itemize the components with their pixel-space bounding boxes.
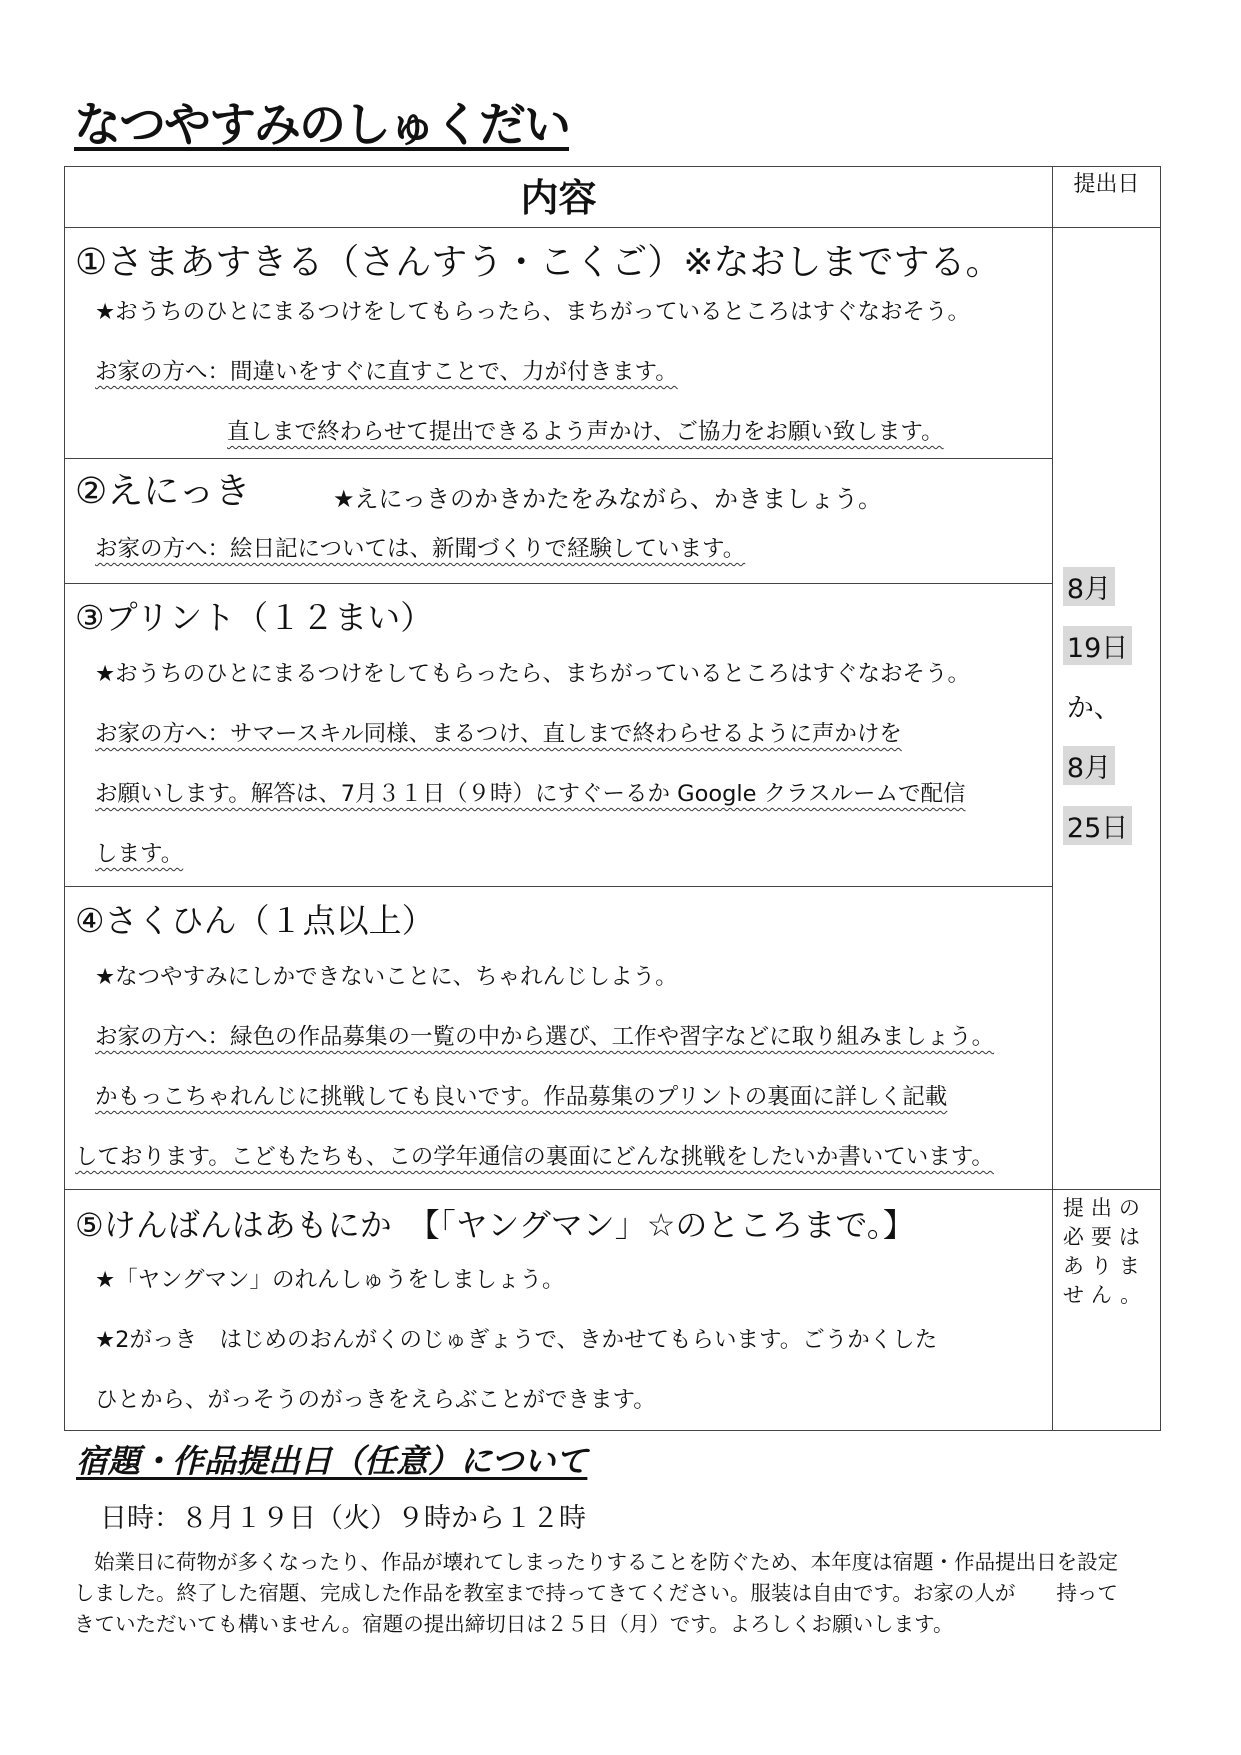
row-sakuhin — [65, 887, 1053, 1190]
row-print — [65, 584, 1053, 887]
deadline-day: 25日 — [1063, 806, 1132, 845]
row-heading: ②えにっき — [75, 471, 251, 512]
notice-line: しました。終了した宿題、完成した作品を教室まで持ってきてください。服装は自由です。お家の人が 持って — [74, 1581, 1118, 1605]
parent-note: お家の方へ：間違いをすぐに直すことで、力が付きます。 — [95, 359, 678, 385]
notice-line: きていただいても構いません。宿題の提出締切日は２５日（月）です。よろしくお願いします。 — [74, 1612, 954, 1636]
row-heading: ①さまあすきる（さんすう・こくご）※なおしまでする。 — [75, 242, 1002, 283]
header-deadline: 提出日 — [1052, 167, 1160, 228]
notice-line: 始業日に荷物が多くなったり、作品が壊れてしまったりすることを防ぐため、本年度は宿題・作品提出日を設定 — [94, 1550, 1119, 1574]
row-star-note: ★おうちのひとにまるつけをしてもらったら、まちがっているところはすぐなおそう。 — [95, 299, 970, 325]
parent-note: します。 — [95, 841, 184, 867]
row-enikki — [65, 459, 1053, 584]
parent-note: 直しまで終わらせて提出できるよう声かけ、ご協力をお願い致します。 — [227, 419, 944, 445]
homework-table — [64, 166, 1161, 1431]
parent-note: お家の方へ：緑色の作品募集の一覧の中から選び、工作や習字などに取り組みましょう。 — [95, 1024, 995, 1050]
row-star-note: ★2がっき はじめのおんがくのじゅぎょうで、きかせてもらいます。ごうかくした — [95, 1327, 938, 1353]
parent-note: しております。こどもたちも、この学年通信の裏面にどんな挑戦をしたいか書いています。 — [75, 1144, 994, 1170]
no-submission-note: 提出の必要はありません。 — [1062, 1196, 1149, 1307]
parent-note: お家の方へ：サマースキル同様、まるつけ、直しまで終わらせるように声かけを — [95, 721, 902, 747]
deadline-cell — [1052, 228, 1160, 1190]
row-star-note: ひとから、がっそうのがっきをえらぶことができます。 — [95, 1387, 656, 1413]
table-row — [65, 584, 1161, 887]
deadline-month: 8月 — [1063, 567, 1115, 606]
submission-schedule: 日時：８月１９日（火）９時から１２時 — [100, 1503, 586, 1534]
row-star-note: ★おうちのひとにまるつけをしてもらったら、まちがっているところはすぐなおそう。 — [95, 661, 970, 687]
row-heading: ④さくひん（１点以上） — [75, 901, 435, 940]
parent-note: お願いします。解答は、7月３１日（９時）にすぐーるか Google クラスルームで配信 — [95, 781, 966, 807]
table-row — [65, 887, 1161, 1190]
table-row — [65, 459, 1161, 584]
table-header-row — [65, 167, 1161, 228]
submission-day-title: 宿題・作品提出日（任意）について — [76, 1442, 588, 1480]
row-heading: ⑤けんばんはあもにか 【「ヤングマン」☆のところまで。】 — [75, 1206, 915, 1244]
parent-note: お家の方へ：絵日記については、新聞づくりで経験しています。 — [95, 536, 746, 562]
table-row — [65, 1190, 1161, 1431]
no-submission-cell — [1052, 1190, 1160, 1431]
row-star-note: ★えにっきのかきかたをみながら、かきましょう。 — [333, 485, 883, 513]
row-heading: ③プリント（１２まい） — [75, 598, 434, 637]
row-samaskill — [65, 228, 1053, 459]
submission-notice — [74, 1547, 1204, 1640]
parent-note: かもっこちゃれんじに挑戦しても良いです。作品募集のプリントの裏面に詳しく記載 — [95, 1084, 948, 1110]
row-kenban — [65, 1190, 1053, 1431]
header-content: 内容 — [65, 167, 1053, 228]
deadline-day: 19日 — [1063, 626, 1132, 665]
row-star-note: ★「ヤングマン」のれんしゅうをしましょう。 — [95, 1267, 565, 1293]
deadline-or: か、 — [1066, 693, 1121, 724]
row-star-note: ★なつやすみにしかできないことに、ちゃれんじしよう。 — [95, 964, 678, 990]
page-title: なつやすみのしゅくだい — [74, 98, 569, 153]
deadline-month: 8月 — [1063, 746, 1115, 785]
table-row — [65, 228, 1161, 459]
